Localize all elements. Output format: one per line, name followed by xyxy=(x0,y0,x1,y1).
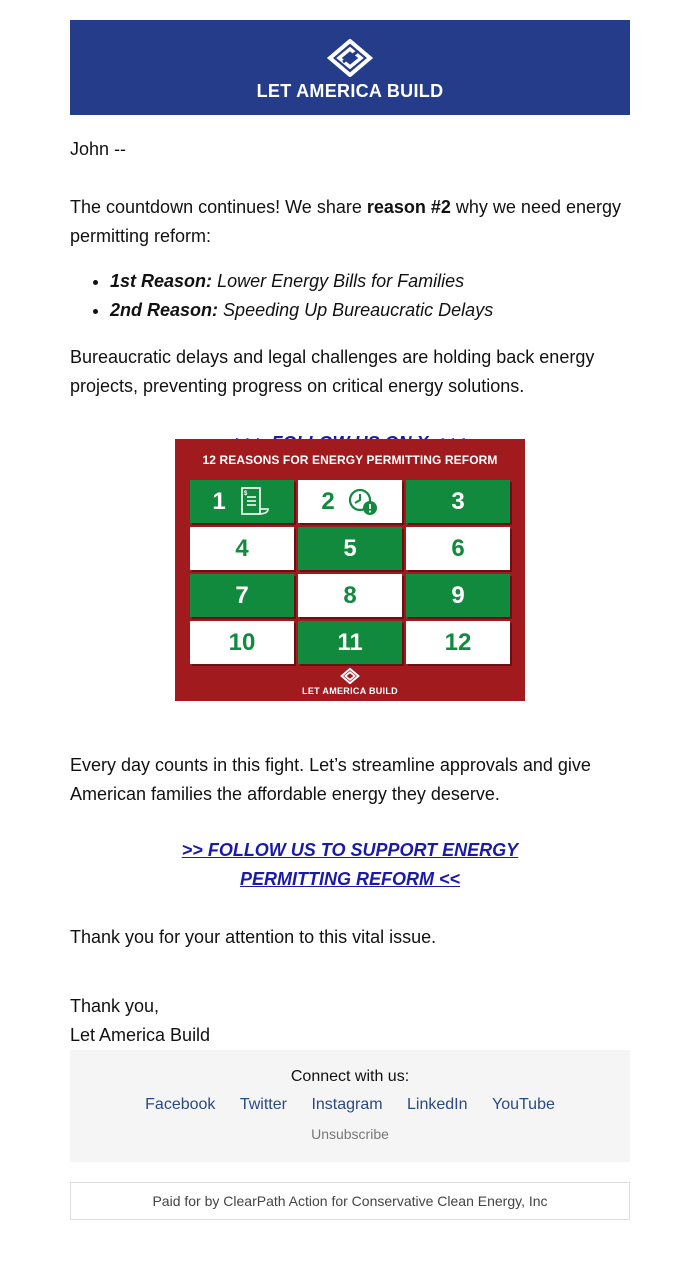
intro-paragraph xyxy=(70,193,630,251)
graphic-brand: LET AMERICA BUILD xyxy=(302,686,398,696)
connect-section xyxy=(70,1050,630,1162)
signoff xyxy=(70,992,210,1050)
intro-after: why we need energy permitting reform: xyxy=(70,197,622,246)
reasons-graphic[interactable] xyxy=(175,439,525,701)
reason-cell-5: 5 xyxy=(298,527,402,570)
list-item xyxy=(110,267,493,296)
let-america-build-logo-icon xyxy=(339,668,361,684)
greeting: John -- xyxy=(70,139,127,159)
reason-cell-4: 4 xyxy=(190,527,294,570)
reason-cell-2 xyxy=(298,480,402,523)
unsubscribe-link[interactable]: Unsubscribe xyxy=(311,1126,389,1142)
reason-cell-12: 12 xyxy=(406,621,510,664)
svg-text:$: $ xyxy=(243,490,248,497)
connect-title: Connect with us: xyxy=(290,1068,410,1085)
intro-before: The countdown continues! We share xyxy=(70,197,367,217)
facebook-link[interactable]: Facebook xyxy=(145,1096,216,1113)
social-links xyxy=(70,1096,630,1114)
reason-cell-11: 11 xyxy=(298,621,402,664)
reason-cell-10: 10 xyxy=(190,621,294,664)
bill-receipt-icon xyxy=(238,485,272,519)
signoff-line1: Thank you, xyxy=(70,996,160,1016)
brand-name: LET AMERICA BUILD xyxy=(256,81,444,101)
reasons-list xyxy=(70,267,493,325)
intro-bold: reason #2 xyxy=(366,197,451,217)
list-item xyxy=(110,296,493,325)
follow-support-link[interactable] xyxy=(70,836,630,894)
cell-number: 1 xyxy=(212,487,226,515)
follow-support-line2[interactable]: PERMITTING REFORM << xyxy=(239,869,461,889)
reason-cell-7: 7 xyxy=(190,574,294,617)
email-body xyxy=(70,20,630,115)
reason-label: 1st Reason: xyxy=(110,271,213,291)
instagram-link[interactable]: Instagram xyxy=(311,1096,383,1113)
graphic-title: 12 REASONS FOR ENERGY PERMITTING REFORM xyxy=(202,453,498,467)
thanks-paragraph: Thank you for your attention to this vital issue. xyxy=(70,927,437,947)
reason-text: Speeding Up Bureaucratic Delays xyxy=(223,300,494,320)
reason-label: 2nd Reason: xyxy=(110,300,219,320)
signoff-line2: Let America Build xyxy=(70,1025,211,1045)
reason-cell-8: 8 xyxy=(298,574,402,617)
twitter-link[interactable]: Twitter xyxy=(239,1096,287,1113)
follow-support-line1[interactable]: >> FOLLOW US TO SUPPORT ENERGY xyxy=(181,840,519,860)
every-day-paragraph: Every day counts in this fight. Let’s streamline approvals and give American families the affordable energy they deserve. xyxy=(70,755,591,804)
header-banner[interactable] xyxy=(70,20,630,115)
clock-alert-icon xyxy=(347,486,379,518)
youtube-link[interactable]: YouTube xyxy=(491,1096,555,1113)
reason-cell-1 xyxy=(190,480,294,523)
cell-number: 2 xyxy=(321,487,335,515)
delays-paragraph: Bureaucratic delays and legal challenges are holding back energy projects, preventing progress on critical energy solutions. xyxy=(70,347,595,396)
reason-cell-3: 3 xyxy=(406,480,510,523)
reason-text: Lower Energy Bills for Families xyxy=(217,271,465,291)
paid-for-disclaimer: Paid for by ClearPath Action for Conservative Clean Energy, Inc xyxy=(70,1182,630,1220)
reason-cell-6: 6 xyxy=(406,527,510,570)
linkedin-link[interactable]: LinkedIn xyxy=(407,1096,468,1113)
reason-cell-9: 9 xyxy=(406,574,510,617)
let-america-build-logo-icon xyxy=(326,39,374,77)
